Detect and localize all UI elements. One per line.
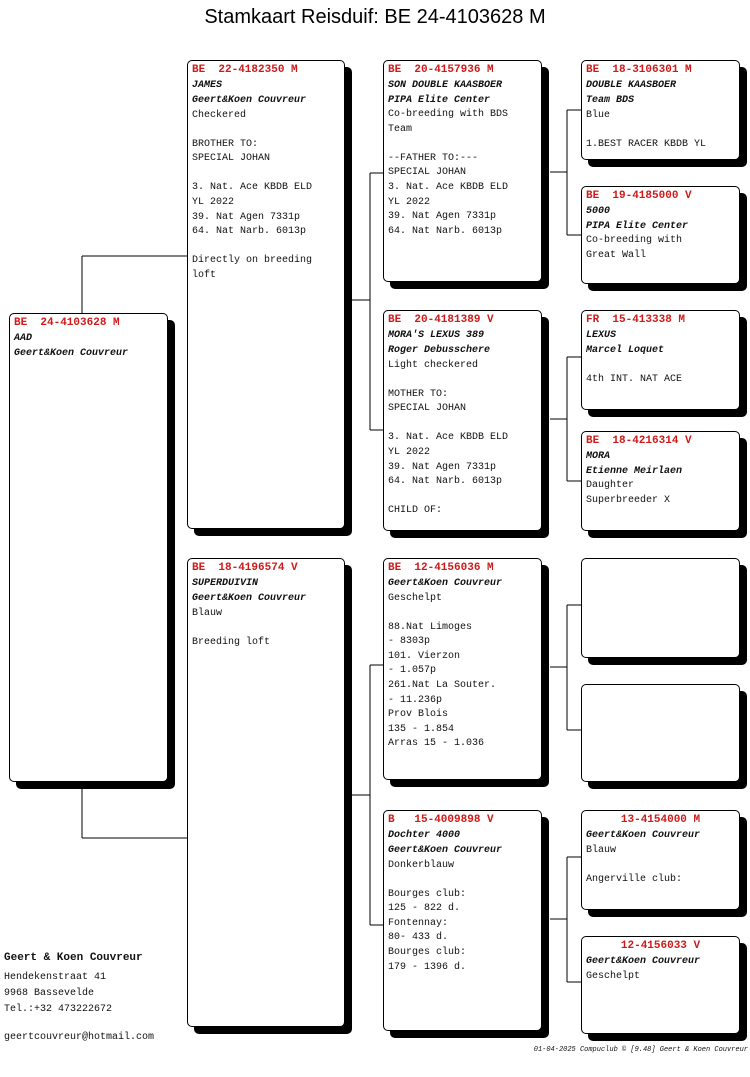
pigeon-notes <box>586 234 735 263</box>
note-line <box>192 621 340 636</box>
pigeon-color: Blauw <box>192 608 223 619</box>
pigeon-owner: PIPA Elite Center <box>388 95 491 106</box>
pigeon-card-mother[interactable] <box>187 558 345 1027</box>
breeder-email[interactable]: geertcouvreur@hotmail.com <box>4 1032 155 1043</box>
note-line: 80- 433 d. <box>388 932 449 944</box>
pigeon-name: MORA <box>586 451 611 462</box>
pigeon-color: Blue <box>586 110 611 121</box>
pigeon-owner: Marcel Loquet <box>586 345 665 356</box>
note-line: 64. Nat Narb. 6013p <box>388 476 503 488</box>
note-line: 179 - 1396 d. <box>388 961 467 973</box>
print-stamp: 01-04-2025 Compuclub © [9.48] Geert & Koen Couvreur <box>533 1046 748 1054</box>
pigeon-notes <box>388 606 537 752</box>
pigeon-notes <box>586 358 735 387</box>
note-line <box>388 873 537 888</box>
pigeon-notes <box>586 123 735 152</box>
pigeon-notes <box>192 123 340 284</box>
note-line: Bourges club: <box>388 888 467 900</box>
note-line: Co-breeding with <box>586 235 683 246</box>
pigeon-color: Blauw <box>586 845 617 856</box>
breeder-street: Hendekenstraat 41 <box>4 972 107 983</box>
pigeon-owner: Team BDS <box>586 95 635 106</box>
ring-number: 12-4156033 V <box>620 940 701 952</box>
pigeon-name: 5000 <box>586 206 611 217</box>
pigeon-card-fff[interactable] <box>581 60 740 160</box>
pigeon-card-fm[interactable] <box>383 310 542 531</box>
note-line: Directly on breeding <box>192 255 313 267</box>
breeder-phone: Tel.:+32 473222672 <box>4 1004 113 1015</box>
pigeon-owner: Etienne Meirlaen <box>586 466 683 477</box>
ring-number: B 15-4009898 V <box>388 814 494 826</box>
pigeon-name: AAD <box>14 333 33 344</box>
note-line: Great Wall <box>586 249 647 261</box>
note-line: 3. Nat. Ace KBDB ELD <box>388 181 509 193</box>
note-line: 39. Nat Agen 7331p <box>192 211 301 223</box>
note-line: Breeding loft <box>192 636 271 648</box>
pigeon-card-mmf[interactable] <box>581 810 740 910</box>
pigeon-card-mfm[interactable] <box>581 684 740 782</box>
note-line: SPECIAL JOHAN <box>388 167 467 179</box>
note-line: Fontennay: <box>388 917 449 929</box>
ring-number: BE 18-4216314 V <box>586 435 692 447</box>
note-line: 261.Nat La Souter. <box>388 679 497 691</box>
pigeon-card-main[interactable] <box>9 313 168 782</box>
pigeon-color: Geschelpt <box>388 593 443 604</box>
breeder-info <box>4 950 154 1046</box>
breeder-name: Geert & Koen Couvreur <box>4 952 143 964</box>
pigeon-name: MORA'S LEXUS 389 <box>388 330 485 341</box>
note-line: - 11.236p <box>388 694 443 706</box>
note-line: Co-breeding with BDS <box>388 109 509 120</box>
note-line: - 8303p <box>388 636 431 648</box>
pigeon-card-father[interactable] <box>187 60 345 529</box>
note-line: MOTHER TO: <box>388 388 449 400</box>
note-line: 39. Nat Agen 7331p <box>388 211 497 223</box>
note-line: 135 - 1.854 <box>388 723 455 735</box>
ring-number: BE 19-4185000 V <box>586 190 692 202</box>
note-line: 39. Nat Agen 7331p <box>388 461 497 473</box>
pigeon-owner: Geert&Koen Couvreur <box>14 348 129 359</box>
note-line: loft <box>192 269 217 281</box>
note-line <box>586 123 735 138</box>
note-line: Superbreeder X <box>586 494 671 506</box>
pigeon-card-mm[interactable] <box>383 810 542 1031</box>
pigeon-color: Donkerblauw <box>388 860 455 871</box>
note-line: 101. Vierzon <box>388 650 461 662</box>
ring-number: BE 20-4157936 M <box>388 64 494 76</box>
pigeon-name: Dochter 4000 <box>388 830 461 841</box>
breeder-city: 9968 Bassevelde <box>4 988 95 999</box>
note-line: YL 2022 <box>388 446 431 458</box>
note-line <box>388 490 537 505</box>
ring-number: BE 24-4103628 M <box>14 317 120 329</box>
note-line <box>586 858 735 873</box>
pigeon-card-ffm[interactable] <box>581 186 740 284</box>
note-line: 125 - 822 d. <box>388 903 461 915</box>
note-line <box>388 137 537 152</box>
note-line: Daughter <box>586 480 635 491</box>
note-line: YL 2022 <box>388 196 431 208</box>
pigeon-owner: Geert&Koen Couvreur <box>388 578 503 589</box>
pigeon-owner: Geert&Koen Couvreur <box>192 95 307 106</box>
pigeon-owner: Geert&Koen Couvreur <box>388 845 503 856</box>
ring-number: BE 22-4182350 M <box>192 64 298 76</box>
note-line: - 1.057p <box>388 665 437 677</box>
pigeon-owner: Geert&Koen Couvreur <box>586 956 701 967</box>
pigeon-color: Checkered <box>192 110 247 121</box>
note-line: 4th INT. NAT ACE <box>586 373 683 385</box>
pigeon-owner: Geert&Koen Couvreur <box>586 830 701 841</box>
note-line <box>192 123 340 138</box>
note-line: --FATHER TO:--- <box>388 152 479 164</box>
page-title: Stamkaart Reisduif: BE 24-4103628 M <box>204 6 546 28</box>
pigeon-card-fmm[interactable] <box>581 431 740 531</box>
pigeon-name: JAMES <box>192 80 223 91</box>
note-line: BROTHER TO: <box>192 138 259 150</box>
pigeon-name: SUPERDUIVIN <box>192 578 259 589</box>
note-line: YL 2022 <box>192 196 235 208</box>
pigeon-color: Light checkered <box>388 360 479 371</box>
pigeon-card-mf[interactable] <box>383 558 542 780</box>
pigeon-owner: Geert&Koen Couvreur <box>192 593 307 604</box>
note-line: 88.Nat Limoges <box>388 621 473 633</box>
pigeon-owner: PIPA Elite Center <box>586 221 689 232</box>
pigeon-card-fmf[interactable] <box>581 310 740 410</box>
pigeon-card-ff[interactable] <box>383 60 542 282</box>
note-line <box>586 358 735 373</box>
ring-number: BE 12-4156036 M <box>388 562 494 574</box>
ring-number: BE 18-3106301 M <box>586 64 692 76</box>
note-line <box>388 373 537 388</box>
ring-number: BE 18-4196574 V <box>192 562 298 574</box>
note-line: 1.BEST RACER KBDB YL <box>586 138 707 150</box>
pigeon-notes <box>388 873 537 975</box>
pigeon-notes <box>586 858 735 887</box>
pigeon-notes <box>586 479 735 508</box>
pigeon-name: LEXUS <box>586 330 617 341</box>
pigeon-card-mff[interactable] <box>581 558 740 658</box>
note-line: CHILD OF: <box>388 505 443 517</box>
note-line: 64. Nat Narb. 6013p <box>388 225 503 237</box>
pigeon-name: SON DOUBLE KAASBOER <box>388 80 503 91</box>
note-line: Arras 15 - 1.036 <box>388 738 485 750</box>
note-line: SPECIAL JOHAN <box>388 403 467 415</box>
note-line: SPECIAL JOHAN <box>192 153 271 165</box>
pigeon-owner: Roger Debusschere <box>388 345 491 356</box>
note-line: Prov Blois <box>388 709 449 721</box>
note-line: Bourges club: <box>388 946 467 958</box>
note-line: Team <box>388 123 413 135</box>
pigeon-notes <box>192 621 340 650</box>
pigeon-name: DOUBLE KAASBOER <box>586 80 677 91</box>
pigeon-color: Geschelpt <box>586 971 641 982</box>
ring-number: 13-4154000 M <box>620 814 701 826</box>
note-line: Angerville club: <box>586 873 683 885</box>
note-line: 3. Nat. Ace KBDB ELD <box>388 432 509 444</box>
note-line: 64. Nat Narb. 6013p <box>192 226 307 238</box>
note-line <box>388 606 537 621</box>
pigeon-notes <box>388 373 537 519</box>
note-line: 3. Nat. Ace KBDB ELD <box>192 182 313 194</box>
note-line <box>192 240 340 255</box>
pigeon-card-mmm[interactable] <box>581 936 740 1034</box>
ring-number: FR 15-413338 M <box>586 314 686 326</box>
pigeon-notes <box>388 108 537 239</box>
note-line <box>192 167 340 182</box>
ring-number: BE 20-4181389 V <box>388 314 494 326</box>
note-line <box>388 417 537 432</box>
